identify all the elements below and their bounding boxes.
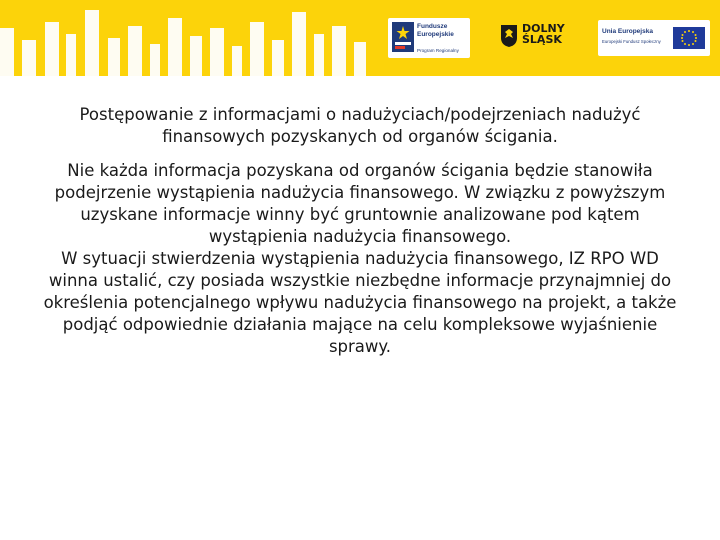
unia-subtitle: Europejski Fundusz Społeczny xyxy=(602,39,661,44)
eagle-crest-icon xyxy=(500,24,518,48)
slide-title: Postępowanie z informacjami o nadużyciach/podejrzeniach nadużyć finansowych pozyskanych od organów ścigania. xyxy=(79,105,641,146)
fundusze-subtitle: Program Regionalny xyxy=(417,48,459,53)
fundusze-star-icon xyxy=(392,22,414,52)
fundusze-europejskie-logo xyxy=(388,18,470,58)
fundusze-title: Fundusze Europejskie xyxy=(417,23,454,38)
paragraph-2: W sytuacji stwierdzenia wystąpienia nadużycia finansowego, IZ RPO WD winna ustalić, czy posiada wszystkie niezbędne informacje przynajmniej do określenia potencjalnego wpływu nadużycia finansowego na projekt, a także podjąć odpowiednie działania mające na celu kompleksowe wyjaśnienie sprawy. xyxy=(43,249,677,356)
dolny-slask-logo xyxy=(498,22,568,54)
decorative-pattern xyxy=(0,0,380,76)
unia-europejska-logo xyxy=(598,20,710,56)
header-banner xyxy=(0,0,720,76)
paragraph-1: Nie każda informacja pozyskana od organów ścigania będzie stanowiła podejrzenie wystąpienia nadużycia finansowego. W związku z powyższym uzyskane informacje winny być gruntownie analizowane pod kątem wystąpienia nadużycia finansowego. xyxy=(54,161,666,246)
unia-title: Unia Europejska xyxy=(602,28,653,35)
logo-strip xyxy=(380,16,710,60)
eu-flag-icon xyxy=(673,27,705,49)
dolny-slask-text: DOLNY ŚLĄSK xyxy=(522,22,565,46)
body-text xyxy=(38,160,682,358)
slide-content xyxy=(38,104,682,358)
